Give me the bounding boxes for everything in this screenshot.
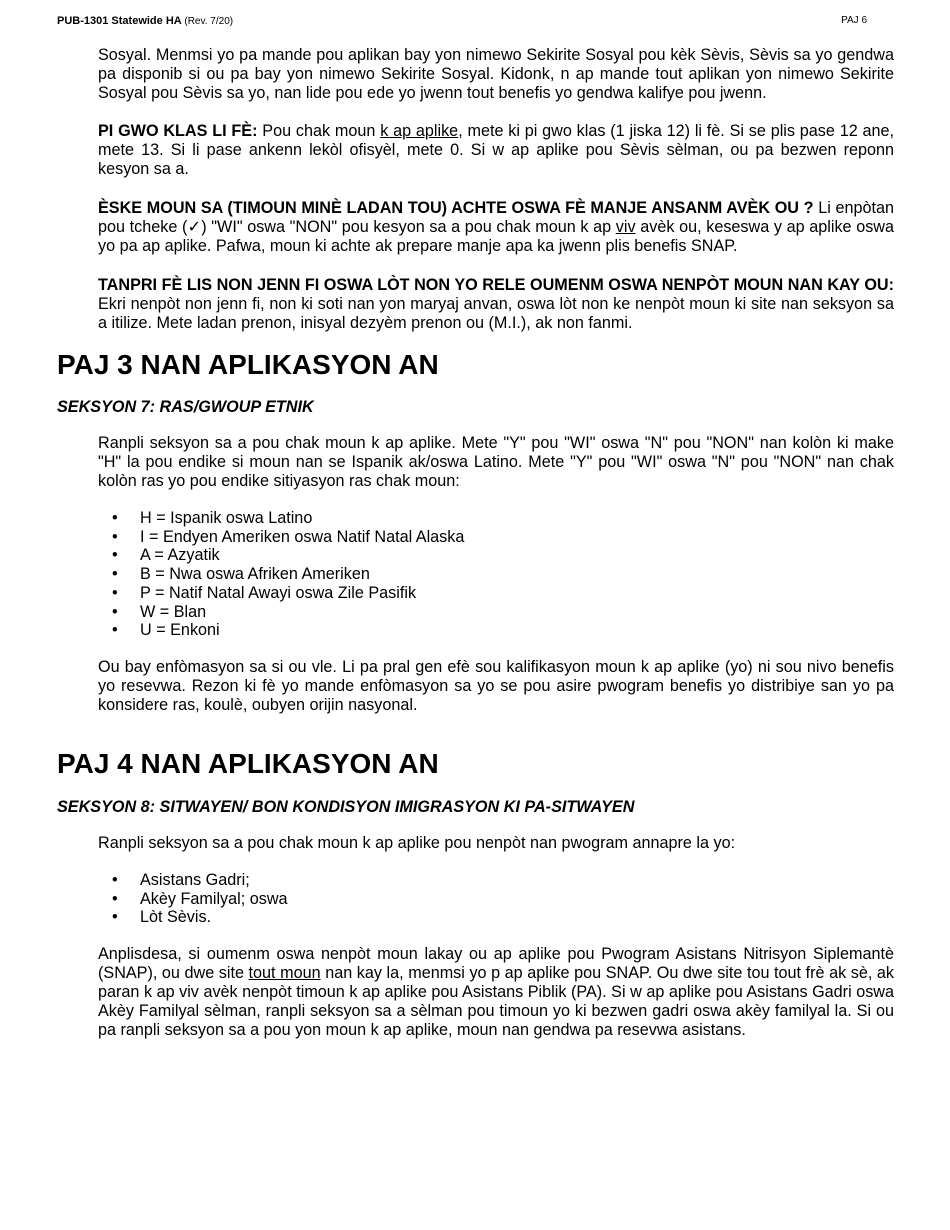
- bullet-icon: •: [112, 509, 118, 527]
- bullet-icon: •: [112, 565, 118, 584]
- race-code: H = Ispanik oswa Latino: [140, 509, 313, 527]
- grade-heading: PI GWO KLAS LI FÈ:: [98, 122, 258, 140]
- page-header: [57, 15, 893, 29]
- race-code: I = Endyen Ameriken oswa Natif Natal Alaska: [140, 527, 465, 546]
- food-text-2: avèk ou, keseswa y ap aplike oswa yo pa ap aplike. Pafwa, moun ki achte ak prepare manje apa ka jwenn plis benefis SNAP.: [98, 218, 894, 255]
- bullet-icon: •: [112, 889, 118, 908]
- list-item: [112, 908, 950, 927]
- bullet-icon: •: [112, 546, 118, 565]
- section7-instructions: Ranpli seksyon sa a pou chak moun k ap aplike. Mete "Y" pou "WI" oswa "N" pou "NON" nan kolòn ki make "H" la pou endike si moun nan se Ispanik ak/oswa Latino. Mete "Y" pou "WI" oswa "N" pou "NON" nan chak kolòn ras yo pou endike sitiyasyon ras chak moun:: [98, 434, 894, 490]
- snap-text-1: Anplisdesa, si oumenm oswa nenpòt moun lakay ou ap aplike pou Pwogram Asistans Nitrisyon Siplemantè (SNAP), ou dwe site: [98, 945, 894, 983]
- snap-underlined: tout moun: [248, 964, 321, 983]
- food-heading: ÈSKE MOUN SA (TIMOUN MINÈ LADAN TOU) ACHTE OSWA FÈ MANJE ANSANM AVÈK OU ?: [98, 199, 814, 217]
- list-item: [112, 509, 950, 528]
- program-name: Akèy Familyal; oswa: [140, 889, 288, 908]
- page-content: [0, 46, 950, 1040]
- names-text: Ekri nenpòt non jenn fi, non ki soti nan yon maryaj anvan, oswa lòt non ke nenpòt moun ki site nan seksyon sa a itilize. Mete ladan prenon, inisyal dezyèm prenon ou (M.I.), ak non fanmi.: [98, 295, 894, 332]
- list-item: [112, 621, 950, 640]
- race-code-list: [0, 509, 950, 640]
- names-heading: TANPRI FÈ LIS NON JENN FI OSWA LÒT NON YO RELE OUMENM OSWA NENPÒT MOUN NAN KAY OU:: [98, 276, 894, 294]
- grade-text-2: , mete ki pi gwo klas (1 jiska 12) li fè. Si se plis pase 12 ane, mete 13. Si li pase ankenn lekòl ofisyèl, mete 0. Si w ap aplike pou Sèvis sèlman, ou pa bezwen reponn kesyon sa a.: [98, 122, 895, 178]
- race-code: U = Enkoni: [140, 621, 220, 640]
- race-code: P = Natif Natal Awayi oswa Zile Pasifik: [140, 583, 417, 602]
- bullet-icon: •: [112, 621, 118, 640]
- intro-paragraph: Sosyal. Menmsi yo pa mande pou aplikan bay yon nimewo Sekirite Sosyal pou kèk Sèvis, Sèvis sa yo gendwa pa disponib si ou pa bay yon nimewo Sekirite Sosyal. Kidonk, n ap mande tout aplikan yon nimewo Sekirite Sosyal pou Sèvis sa yo, nan lide pou ede yo jwenn tout benefis yo gendwa kalifye pou jwenn.: [98, 46, 894, 102]
- bullet-icon: •: [112, 870, 118, 889]
- section7-heading: SEKSYON 7: RAS/GWOUP ETNIK: [57, 398, 314, 416]
- race-code: A = Azyatik: [140, 546, 220, 565]
- doc-id: [57, 15, 233, 27]
- section8-heading: SEKSYON 8: SITWAYEN/ BON KONDISYON IMIGRASYON KI PA-SITWAYEN: [57, 797, 635, 816]
- page3-title: PAJ 3 NAN APLIKASYON AN: [57, 349, 439, 380]
- grade-paragraph: [98, 122, 894, 179]
- bullet-icon: •: [112, 908, 118, 927]
- list-item: [112, 583, 950, 603]
- names-paragraph: [98, 276, 894, 333]
- snap-text-2: nan kay la, menmsi yo p ap aplike pou SNAP. Ou dwe site tou tout frè ak sè, ak paran k ap viv avèk nenpòt timoun k ap aplike pou Asistans Piblik (PA). Si w ap aplike pou Asistans Gadri oswa Akèy Familyal sèlman, ranpli seksyon sa a sèlman pou timoun yo ki bezwen gadri oswa akèy familyal la. Si ou pa ranpli seksyon sa a pou yon moun k ap aplike, moun nan gendwa pa resevwa asistans.: [98, 964, 895, 1040]
- section8-instructions: Ranpli seksyon sa a pou chak moun k ap aplike pou nenpòt nan pwogram annapre la yo:: [98, 833, 736, 852]
- list-item: [112, 602, 950, 622]
- food-text-1: Li enpòtan pou tcheke (✓) "WI" oswa "NON" pou kesyon sa a pou chak moun k ap: [98, 199, 894, 236]
- bullet-icon: •: [112, 602, 118, 621]
- page-label: PAJ 6: [841, 15, 867, 26]
- section7-note: Ou bay enfòmasyon sa si ou vle. Li pa pral gen efè sou kalifikasyon moun k ap aplike (yo) ni sou nivo benefis yo resevwa. Rezon ki fè yo mande enfòmasyon sa yo se pou asire pwogram benefis yo distribiye san yo pa konsidere ras, koulè, oubyen orijin nasyonal.: [98, 657, 894, 714]
- bullet-icon: •: [112, 583, 118, 602]
- list-item: [112, 889, 950, 909]
- list-item: [112, 565, 950, 584]
- race-code: B = Nwa oswa Afriken Ameriken: [140, 565, 370, 584]
- bullet-icon: •: [112, 527, 118, 546]
- list-item: [112, 527, 950, 547]
- program-list: [0, 871, 950, 927]
- grade-text-1: Pou chak moun: [257, 122, 381, 140]
- race-code: W = Blan: [140, 602, 207, 621]
- page4-title: PAJ 4 NAN APLIKASYON AN: [57, 747, 439, 779]
- food-underlined: viv: [615, 218, 636, 236]
- food-paragraph: [98, 199, 894, 256]
- section8-paragraph: [98, 945, 894, 1040]
- grade-underlined: k ap aplike: [380, 122, 459, 140]
- list-item: [112, 546, 950, 565]
- doc-id-text: PUB-1301 Statewide HA: [57, 15, 182, 27]
- revision: (Rev. 7/20): [184, 16, 234, 27]
- list-item: [112, 870, 950, 890]
- program-name: Lòt Sèvis.: [140, 908, 212, 927]
- program-name: Asistans Gadri;: [140, 870, 250, 889]
